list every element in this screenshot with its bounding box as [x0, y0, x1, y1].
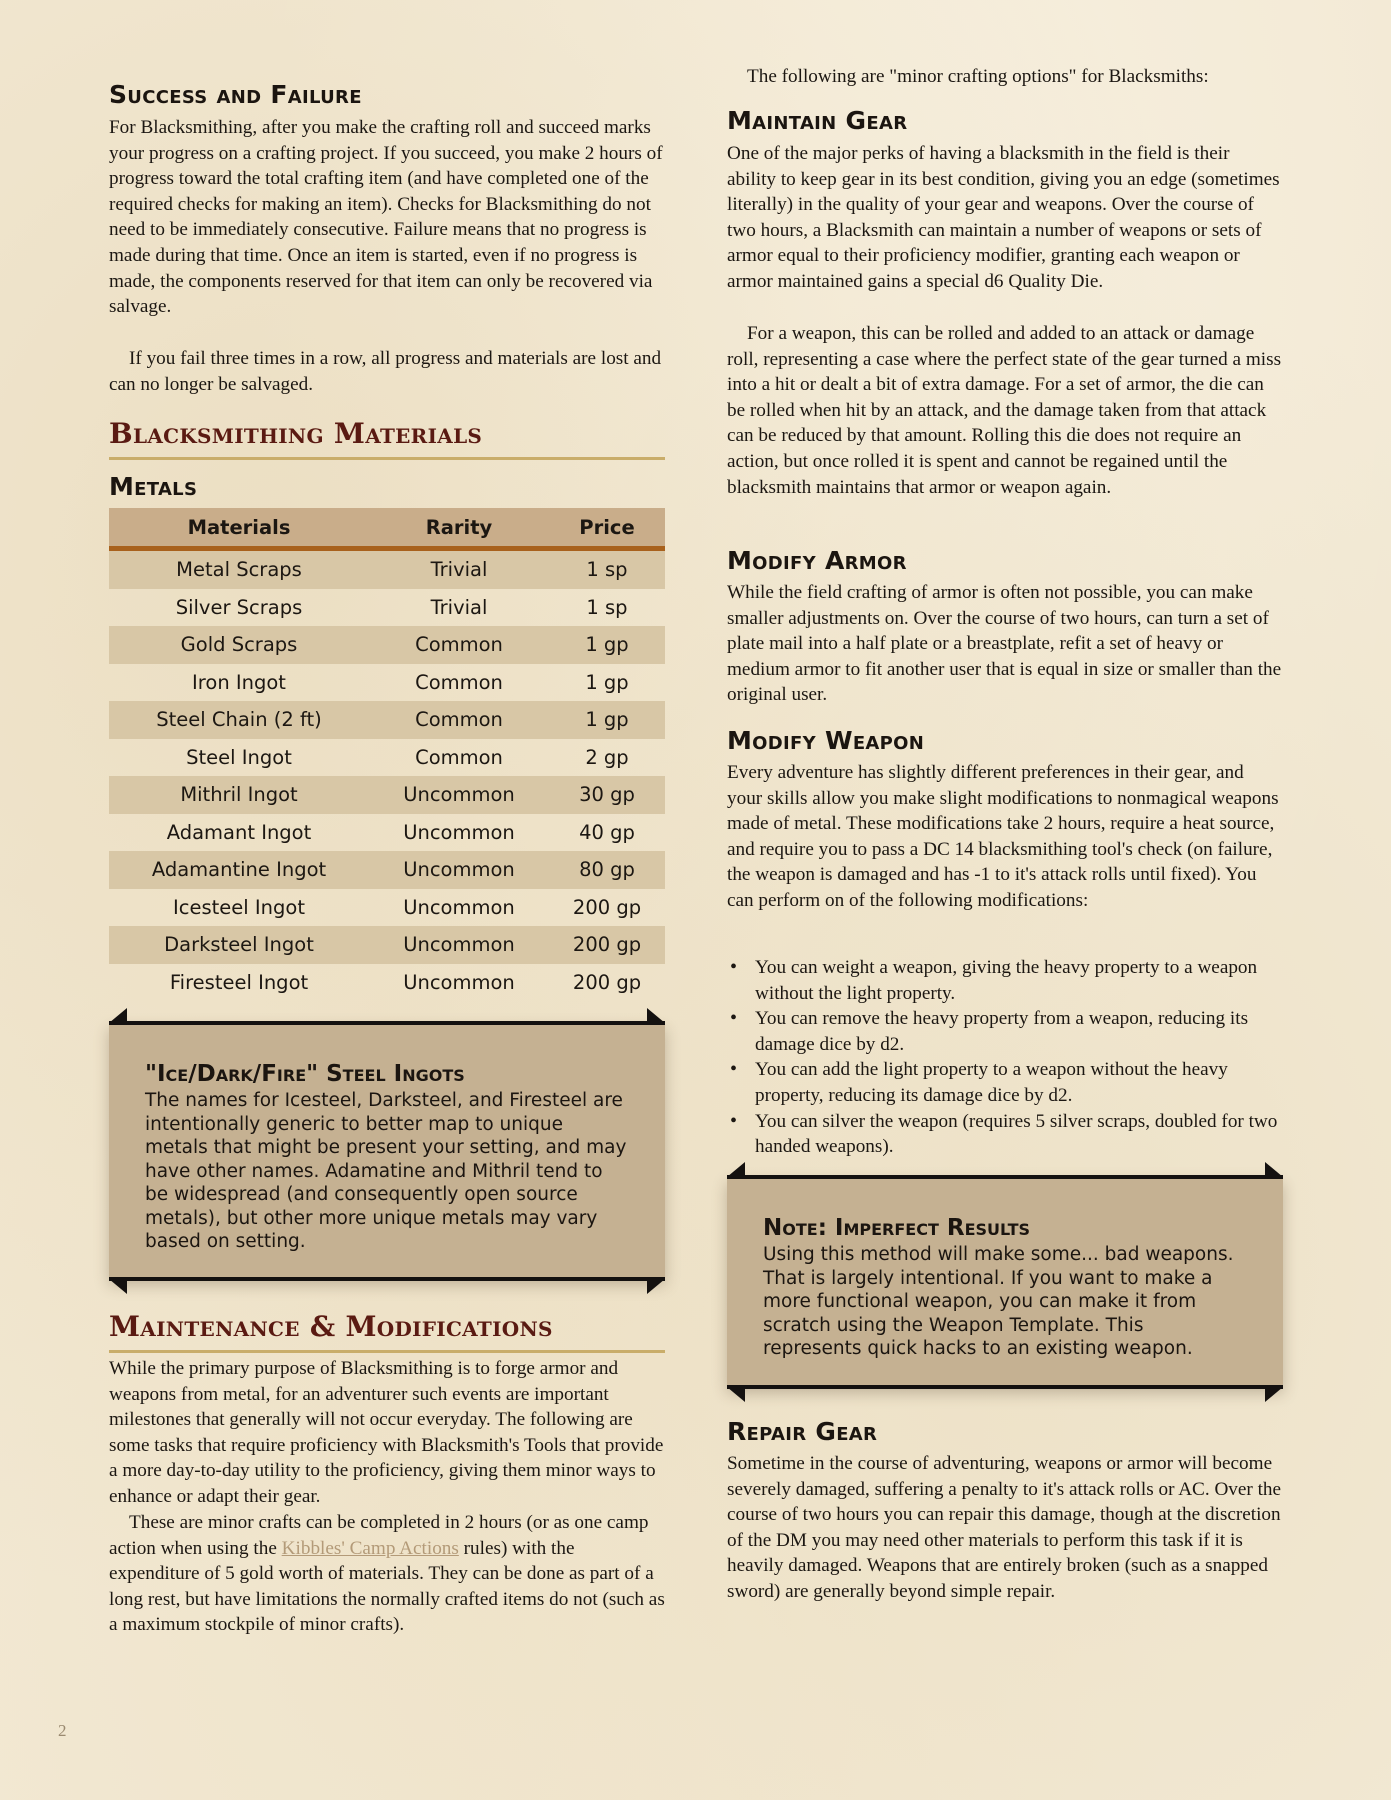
- column-header-rarity: Rarity: [369, 508, 549, 549]
- modify-armor-heading: Modify Armor: [727, 546, 907, 575]
- price-cell: 200 gp: [549, 926, 665, 964]
- metals-table: [109, 508, 665, 1001]
- material-cell: Adamantine Ingot: [109, 851, 369, 889]
- rarity-cell: Common: [415, 745, 503, 769]
- material-cell: Iron Ingot: [192, 670, 286, 694]
- maintain-gear-paragraph-1: One of the major perks of having a blacksmith in the field is their ability to keep gear in its best condition, giving you an edge (sometimes literally) in the quality of your gear and weapons. Over the course of two hours, a Blacksmith can maintain a number of weapons or sets of armor equal to their proficiency modifier, granting each weapon or armor maintained gains a special d6 Quality Die.: [727, 143, 1280, 292]
- rarity-cell: Uncommon: [403, 895, 515, 919]
- rarity-cell: Uncommon: [369, 851, 549, 889]
- price-cell: 40 gp: [579, 820, 635, 844]
- page-number: 2: [58, 1721, 67, 1740]
- rarity-cell: Uncommon: [403, 820, 515, 844]
- note-bottom-bar: [109, 1277, 665, 1281]
- table-row: [109, 814, 665, 852]
- note-corner: [109, 1008, 127, 1023]
- maintenance-paragraph-1: While the primary purpose of Blacksmithing is to forge armor and weapons from metal, for an adventurer such events are important milestones that generally will not occur everyday. The following are some tasks that require proficiency with Blacksmith's Tools that provide a more day-to-day utility to the proficiency, giving them minor ways to enhance or adapt their gear.: [109, 1358, 664, 1507]
- price-cell: 200 gp: [572, 970, 642, 994]
- price-cell: 1 gp: [549, 626, 665, 664]
- note-corner: [727, 1162, 745, 1177]
- list-item: • You can weight a weapon, giving the heavy property to a weapon without the light property.: [727, 955, 1283, 1006]
- price-cell: 1 gp: [549, 701, 665, 739]
- blacksmithing-materials-section-header: [109, 417, 665, 460]
- modify-armor-paragraph: While the field crafting of armor is often not possible, you can make smaller adjustments on. Over the course of two hours, can turn a set of plate mail into a half plate or a breastplate, refit a set of heavy or medium armor to fit another user that is equal in size or smaller than the original user.: [727, 582, 1282, 706]
- table-row: [109, 964, 665, 1002]
- metals-table-wrapper: [109, 508, 665, 1001]
- maintenance-heading: Maintenance & Modifications: [109, 1310, 553, 1343]
- repair-gear-paragraph: Sometime in the course of adventuring, weapons or armor will become severely damaged, suffering a penalty to it's attack rolls or AC. Over the course of two hours you can repair this damage, though at the discretion of the DM you may need other materials to perform this task if it is heavily damaged. Weapons that are entirely broken (such as a snapped sword) are generally beyond simple repair.: [727, 1453, 1282, 1602]
- rarity-cell: Uncommon: [403, 970, 515, 994]
- material-cell: Icesteel Ingot: [173, 895, 305, 919]
- rarity-cell: Uncommon: [369, 776, 549, 814]
- blacksmithing-materials-heading: Blacksmithing Materials: [109, 417, 483, 450]
- table-row: [109, 549, 665, 589]
- material-cell: Steel Chain (2 ft): [109, 701, 369, 739]
- success-failure-heading: Success and Failure: [109, 80, 362, 109]
- note-title: "Ice/Dark/Fire" Steel Ingots: [145, 1061, 465, 1087]
- rarity-cell: Trivial: [430, 595, 488, 619]
- modify-weapon-heading: Modify Weapon: [727, 726, 925, 755]
- price-cell: 1 gp: [585, 670, 629, 694]
- rarity-cell: Common: [369, 626, 549, 664]
- heading-rule: [109, 1350, 665, 1353]
- table-header-row: [109, 508, 665, 549]
- material-cell: Metal Scraps: [109, 549, 369, 589]
- paragraph-text: These are minor crafts can be completed in 2 hours (or as one camp action when using the: [109, 1512, 649, 1559]
- imperfect-results-note: [727, 1162, 1283, 1402]
- table-row: [109, 626, 665, 664]
- modify-weapon-paragraph: Every adventure has slightly different preferences in their gear, and your skills allow you make slight modifications to nonmagical weapons made of metal. These modifications take 2 hours, require a heat source, and require you to pass a DC 14 blacksmithing tool's check (on failure, the weapon is damaged and has -1 to it's attack rolls until fixed). You can perform on of the following modifications:: [727, 762, 1279, 911]
- note-text: The names for Icesteel, Darksteel, and Firesteel are intentionally generic to better map to unique metals that might be present your setting, and may have other names. Adamatine and Mithril tend to be widespread (and consequently open source metals), but other more unique metals may vary based on setting.: [145, 1090, 627, 1252]
- table-row: [109, 776, 665, 814]
- note-top-bar: [727, 1175, 1283, 1179]
- table-row: [109, 589, 665, 627]
- maintenance-section-header: [109, 1310, 665, 1353]
- price-cell: 1 sp: [586, 595, 628, 619]
- maintain-gear-paragraph-2: For a weapon, this can be rolled and added to an attack or damage roll, representing a case where the perfect state of the gear turned a miss into a hit or dealt a bit of extra damage. For a set of armor, the die can be rolled when hit by an attack, and the damage taken from that attack can be reduced by that amount. Rolling this die does not require an action, but once rolled it is spent and cannot be regained until the blacksmith maintains that armor or weapon again.: [727, 323, 1282, 498]
- table-row: [109, 739, 665, 777]
- heading-rule: [109, 457, 665, 460]
- list-item: • You can remove the heavy property from a weapon, reducing its damage dice by d2.: [727, 1006, 1283, 1057]
- list-item: • You can add the light property to a weapon without the heavy property, reducing its damage dice by d2.: [727, 1057, 1283, 1108]
- weapon-modifications-list: [727, 955, 1283, 1160]
- table-row: [109, 926, 665, 964]
- paragraph-text: rules) with the expenditure of 5 gold worth of materials. They can be done as part of a long rest, but have limitations the normally crafted items do not (such as a maximum stockpile of minor crafts).: [109, 1537, 665, 1636]
- note-corner: [109, 1279, 127, 1294]
- note-corner: [1265, 1162, 1283, 1177]
- rarity-cell: Common: [415, 670, 503, 694]
- note-bottom-bar: [727, 1385, 1283, 1389]
- note-corner: [647, 1008, 665, 1023]
- rarity-cell: Uncommon: [369, 926, 549, 964]
- note-corner: [1265, 1387, 1283, 1402]
- price-cell: 2 gp: [585, 745, 629, 769]
- kibbles-camp-actions-link[interactable]: Kibbles' Camp Actions: [281, 1537, 459, 1559]
- price-cell: 1 sp: [549, 549, 665, 589]
- note-corner: [647, 1279, 665, 1294]
- column-header-price: Price: [549, 508, 665, 549]
- success-failure-paragraph-1: For Blacksmithing, after you make the crafting roll and succeed marks your progress on a crafting project. If you succeed, you make 2 hours of progress toward the total crafting item (and have completed one of the required checks for making an item). Checks for Blacksmithing do not need to be immediately consecutive. Failure means that no progress is made during that time. Once an item is started, even if no progress is made, the components reserved for that item can only be recovered via salvage.: [109, 117, 663, 318]
- material-cell: Steel Ingot: [186, 745, 292, 769]
- material-cell: Mithril Ingot: [109, 776, 369, 814]
- note-text: Using this method will make some... bad weapons. That is largely intentional. If you want to make a more functional weapon, you can make it from scratch using the Weapon Template. This represents quick hacks to an existing weapon.: [763, 1244, 1234, 1359]
- table-row: [109, 851, 665, 889]
- column-header-materials: Materials: [109, 508, 369, 549]
- price-cell: 30 gp: [549, 776, 665, 814]
- rarity-cell: Common: [369, 701, 549, 739]
- note-body: [727, 1177, 1283, 1387]
- price-cell: 200 gp: [572, 895, 642, 919]
- steel-ingots-note: [109, 1008, 665, 1294]
- material-cell: Gold Scraps: [109, 626, 369, 664]
- material-cell: Silver Scraps: [175, 595, 303, 619]
- maintenance-paragraph-2: [109, 1510, 665, 1638]
- list-item: • You can silver the weapon (requires 5 silver scraps, doubled for two handed weapons).: [727, 1109, 1283, 1160]
- table-row: [109, 889, 665, 927]
- minor-options-intro: The following are "minor crafting options" for Blacksmiths:: [747, 66, 1209, 87]
- success-failure-paragraph-2: If you fail three times in a row, all progress and materials are lost and can no longer be salvaged.: [109, 348, 662, 395]
- note-corner: [727, 1387, 745, 1402]
- metals-heading: Metals: [109, 472, 198, 501]
- note-top-bar: [109, 1021, 665, 1025]
- repair-gear-heading: Repair Gear: [727, 1417, 878, 1446]
- maintain-gear-heading: Maintain Gear: [727, 106, 908, 135]
- material-cell: Darksteel Ingot: [109, 926, 369, 964]
- note-title: Note: Imperfect Results: [763, 1215, 1031, 1241]
- price-cell: 80 gp: [549, 851, 665, 889]
- table-row: [109, 701, 665, 739]
- table-row: [109, 664, 665, 702]
- material-cell: Adamant Ingot: [166, 820, 312, 844]
- material-cell: Firesteel Ingot: [169, 970, 309, 994]
- rarity-cell: Trivial: [369, 549, 549, 589]
- note-body: [109, 1023, 665, 1279]
